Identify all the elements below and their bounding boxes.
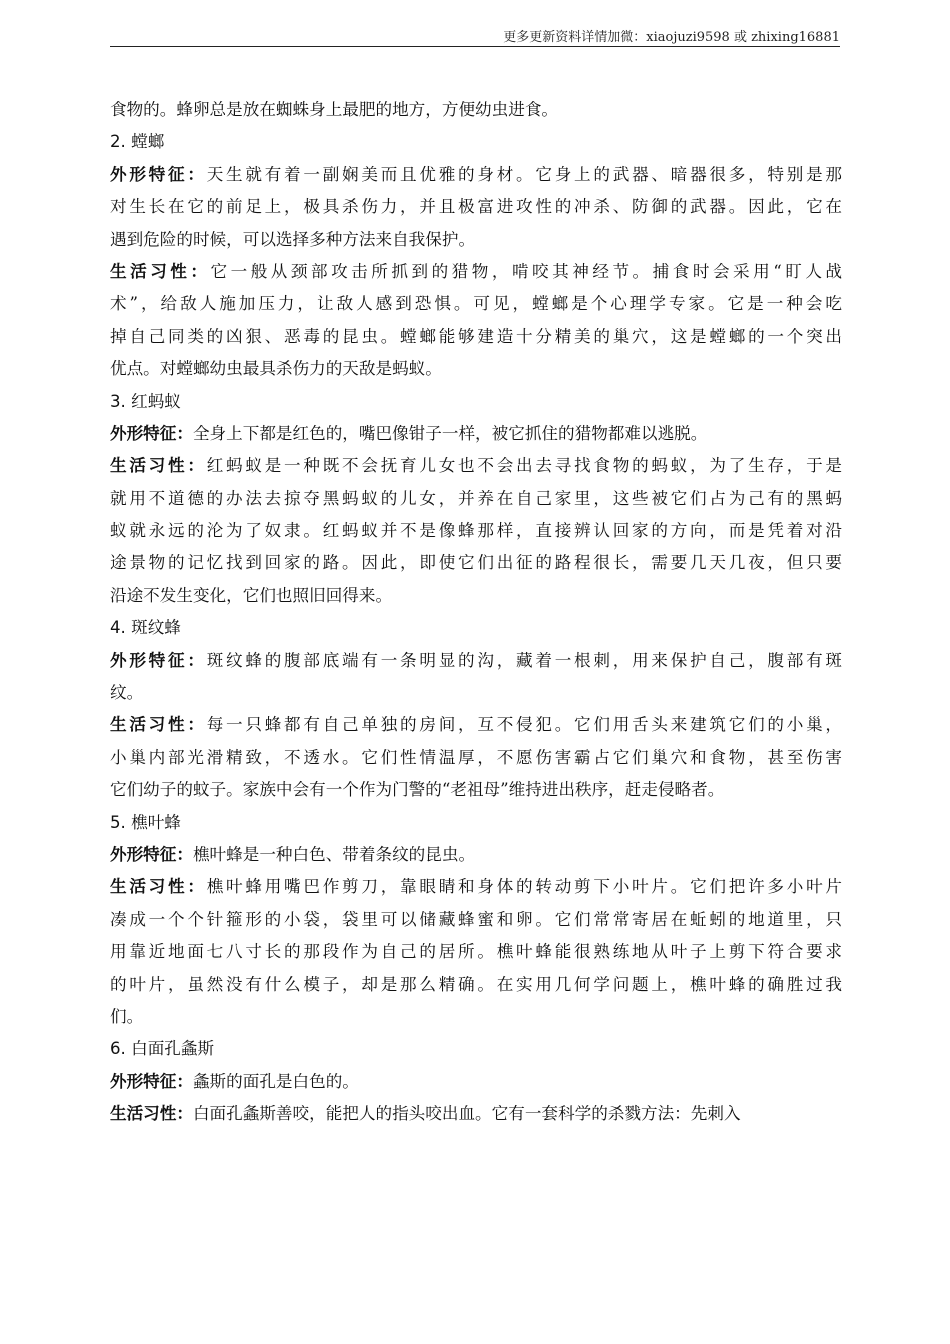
habits-text-line (110, 709, 842, 741)
habits-text-line (110, 871, 842, 903)
habits-text-line (110, 321, 842, 353)
appearance-text-line (110, 224, 842, 256)
habits-text-line (110, 256, 842, 288)
paragraph-text: 小巢内部光滑精致，不透水。它们性情温厚，不愿伤害霸占它们巢穴和食物，甚至伤害 (110, 747, 842, 767)
habits-text-line (110, 483, 842, 515)
paragraph-text: 沿途不发生变化，它们也照旧回得来。 (110, 585, 393, 605)
appearance-label: 外形特征： (110, 844, 193, 864)
paragraph-text: 斑纹蜂的腹部底端有一条明显的沟，藏着一根刺，用来保护自己，腹部有斑 (206, 650, 842, 670)
paragraph-text: 白面孔螽斯善咬，能把人的指头咬出血。它有一套科学的杀戮方法：先刺入 (192, 1104, 741, 1124)
appearance-label: 外形特征： (110, 650, 207, 670)
paragraph-text: 樵叶蜂用嘴巴作剪刀，靠眼睛和身体的转动剪下小叶片。它们把许多小叶片 (206, 877, 842, 897)
section-title: 5. 樵叶蜂 (110, 812, 181, 832)
appearance-label: 外形特征： (110, 1071, 193, 1091)
paragraph-text: 就用不道德的办法去掠夺黑蚂蚁的儿女，并养在自己家里，这些被它们占为己有的黑蚂 (110, 488, 842, 508)
habits-text-line (110, 1098, 842, 1130)
paragraph-text: 凑成一个个针箍形的小袋，袋里可以储藏蜂蜜和卵。它们常常寄居在蚯蚓的地道里，只 (110, 909, 842, 929)
habits-text-line (110, 774, 842, 806)
paragraph-text: 纹。 (110, 683, 144, 703)
habits-text-line (110, 353, 842, 385)
paragraph-text: 它一般从颈部攻击所抓到的猎物，啃咬其神经节。捕食时会采用“盯人战 (210, 261, 842, 281)
paragraph-text: 的叶片，虽然没有什么模子，却是那么精确。在实用几何学问题上，樵叶蜂的确胜过我 (110, 974, 842, 994)
paragraph-text: 蚁就永远的沦为了奴隶。红蚂蚁并不是像蜂那样，直接辨认回家的方向，而是凭着对沿 (110, 521, 842, 541)
appearance-text-line (110, 839, 842, 871)
habits-text-line (110, 969, 842, 1001)
section-title: 2. 螳螂 (110, 132, 165, 152)
paragraph-text: 们。 (110, 1006, 144, 1026)
paragraph-text: 用靠近地面七八寸长的那段作为自己的居所。樵叶蜂能很熟练地从叶子上剪下符合要求 (110, 942, 842, 962)
habits-label: 生活习性： (110, 877, 207, 897)
paragraph-text: 优点。对螳螂幼虫最具杀伤力的天敌是蚂蚁。 (110, 359, 442, 379)
section-title: 4. 斑纹蜂 (110, 618, 181, 638)
paragraph-text: 全身上下都是红色的，嘴巴像钳子一样，被它抓住的猎物都难以逃脱。 (192, 423, 708, 443)
paragraph-text: 途景物的记忆找到回家的路。因此，即使它们出征的路程很长，需要几天几夜，但只要 (110, 553, 842, 573)
habits-label: 生活习性： (110, 715, 207, 735)
page-header (110, 22, 840, 47)
paragraph-text: 螽斯的面孔是白色的。 (192, 1071, 359, 1091)
habits-text-line (110, 515, 842, 547)
paragraph-text: 遇到危险的时候，可以选择多种方法来自我保护。 (110, 229, 476, 249)
appearance-text-line (110, 677, 842, 709)
paragraph-text: 对生长在它的前足上，极具杀伤力，并且极富进攻性的冲杀、防御的武器。因此，它在 (110, 197, 842, 217)
paragraph-text: 每一只蜂都有自己单独的房间，互不侵犯。它们用舌头来建筑它们的小巢， (206, 715, 842, 735)
document-body (110, 94, 842, 1131)
paragraph-text: 掉自己同类的凶狠、恶毒的昆虫。螳螂能够建造十分精美的巢穴，这是螳螂的一个突出 (110, 326, 842, 346)
appearance-label: 外形特征： (110, 423, 193, 443)
habits-text-line (110, 288, 842, 320)
section-title: 6. 白面孔螽斯 (110, 1039, 215, 1059)
section-title: 3. 红蚂蚁 (110, 391, 181, 411)
appearance-text-line (110, 1066, 842, 1098)
habits-text-line (110, 1001, 842, 1033)
habits-text-line (110, 580, 842, 612)
habits-label: 生活习性： (110, 1104, 193, 1124)
appearance-text-line (110, 191, 842, 223)
habits-text-line (110, 547, 842, 579)
habits-text-line (110, 450, 842, 482)
habits-text-line (110, 742, 842, 774)
paragraph-text: 樵叶蜂是一种白色、带着条纹的昆虫。 (192, 844, 476, 864)
paragraph-text: 红蚂蚁是一种既不会抚育儿女也不会出去寻找食物的蚂蚁，为了生存，于是 (206, 456, 842, 476)
appearance-text-line (110, 645, 842, 677)
appearance-text-line (110, 159, 842, 191)
paragraph-text: 天生就有着一副娴美而且优雅的身材。它身上的武器、暗器很多，特别是那 (206, 164, 842, 184)
lead-paragraph: 食物的。蜂卵总是放在蜘蛛身上最肥的地方，方便幼虫进食。 (110, 100, 559, 119)
habits-label: 生活习性： (110, 456, 207, 476)
habits-text-line (110, 904, 842, 936)
habits-label: 生活习性： (110, 261, 211, 281)
appearance-label: 外形特征： (110, 164, 207, 184)
habits-text-line (110, 936, 842, 968)
paragraph-text: 它们幼子的蚊子。家族中会有一个作为门警的“老祖母”维持进出秩序，赶走侵略者。 (110, 780, 725, 800)
header-note: 更多更新资料详情加微：xiaojuzi9598 或 zhixing16881 (503, 30, 840, 45)
paragraph-text: 术”，给敌人施加压力，让敌人感到恐惧。可见，螳螂是个心理学专家。它是一种会吃 (110, 294, 842, 314)
appearance-text-line (110, 418, 842, 450)
